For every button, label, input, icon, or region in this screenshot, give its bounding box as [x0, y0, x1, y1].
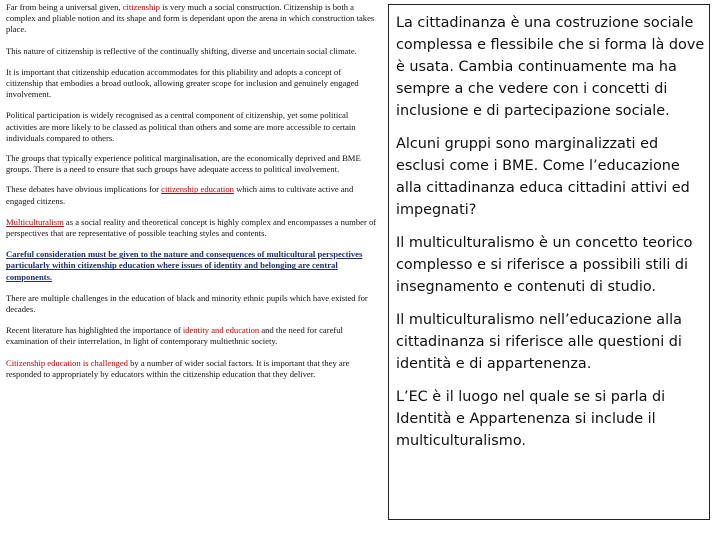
- paragraph-8: Careful consideration must be given to the nature and consequences of multicultural perspectives particularly within citizenship education where issues of identity and belonging are central components.: [6, 249, 363, 282]
- paragraph-4: Political participation is widely recognised as a central component of citizenship, yet some political activities are more likely to be classed as political than others and some are more accessible to certain individuals compared to others.: [6, 110, 356, 143]
- paragraph-9: There are multiple challenges in the education of black and minority ethnic pupils which have existed for decades.: [6, 292, 368, 315]
- text: as a social reality and theoretical concept is highly complex and encompasses a number of perspectives that are representative of possible teaching styles and contents.: [6, 216, 377, 239]
- italian-text-column: [396, 12, 706, 452]
- highlight-citizenship-education: citizenship education: [161, 184, 234, 195]
- summary-paragraph-4: Il multiculturalismo nell’educazione alla cittadinanza si riferisce alle questioni di identità e di appartenenza.: [396, 312, 682, 372]
- summary-paragraph-1: La cittadinanza è una costruzione sociale complessa e flessibile che si forma là dove è usata. Cambia continuamente ma ha sempre a che vedere con i concetti di inclusione e di partecipazione sociale.: [396, 15, 705, 119]
- english-text-column: [6, 2, 378, 390]
- text: Recent literature has highlighted the importance of: [6, 325, 183, 336]
- paragraph-1: [6, 2, 378, 36]
- paragraph-3: It is important that citizenship education accommodates for this pliability and adopts a concept of citizenship that embodies a broad outlook, allowing greater scope for inclusion and genuinely engaged involvement.: [6, 66, 359, 100]
- summary-paragraph-3: Il multiculturalismo è un concetto teorico complesso e si riferisce a possibili stili di insegnamento e contenuti di studio.: [396, 235, 693, 295]
- summary-paragraph-5: L’EC è il luogo nel quale se si parla di Identità e Appartenenza si include il multiculturalismo.: [396, 389, 666, 449]
- text: These debates have obvious implications for: [6, 184, 162, 195]
- paragraph-11: [6, 358, 378, 380]
- text: is very much a social construction. Citizenship is both a complex and pliable notion and its shape and form is dependant upon the arena in which construction takes place.: [6, 2, 375, 35]
- highlight-citizenship-challenged: Citizenship education is challenged: [6, 357, 128, 368]
- highlight-identity-education: identity and education: [182, 325, 260, 336]
- text: which aims to cultivate active and engaged citizens.: [6, 184, 354, 206]
- paragraph-2: This nature of citizenship is reflective of the continually shifting, diverse and uncertain social climate.: [6, 45, 357, 56]
- paragraph-5: The groups that typically experience political marginalisation, are the economically deprived and BME groups. There is a need to ensure that such groups have adequate access to political involvement.: [6, 153, 361, 175]
- paragraph-10: [6, 325, 378, 347]
- text: and the need for careful examination of their interrelation, in light of contemporary multiethnic society.: [6, 325, 343, 347]
- text: Far from being a universal given,: [6, 2, 123, 12]
- highlight-citizenship: citizenship: [122, 2, 160, 12]
- paragraph-6: [6, 184, 378, 206]
- highlight-multiculturalism: Multiculturalism: [6, 216, 64, 227]
- text: by a number of wider social factors. It is important that they are responded to appropriately by educators within the citizenship education that they deliver.: [6, 357, 350, 379]
- paragraph-7: [6, 217, 378, 239]
- summary-paragraph-2: Alcuni gruppi sono marginalizzati ed esclusi come i BME. Come l’educazione alla cittadinanza educa cittadini attivi ed impegnati?: [396, 136, 690, 218]
